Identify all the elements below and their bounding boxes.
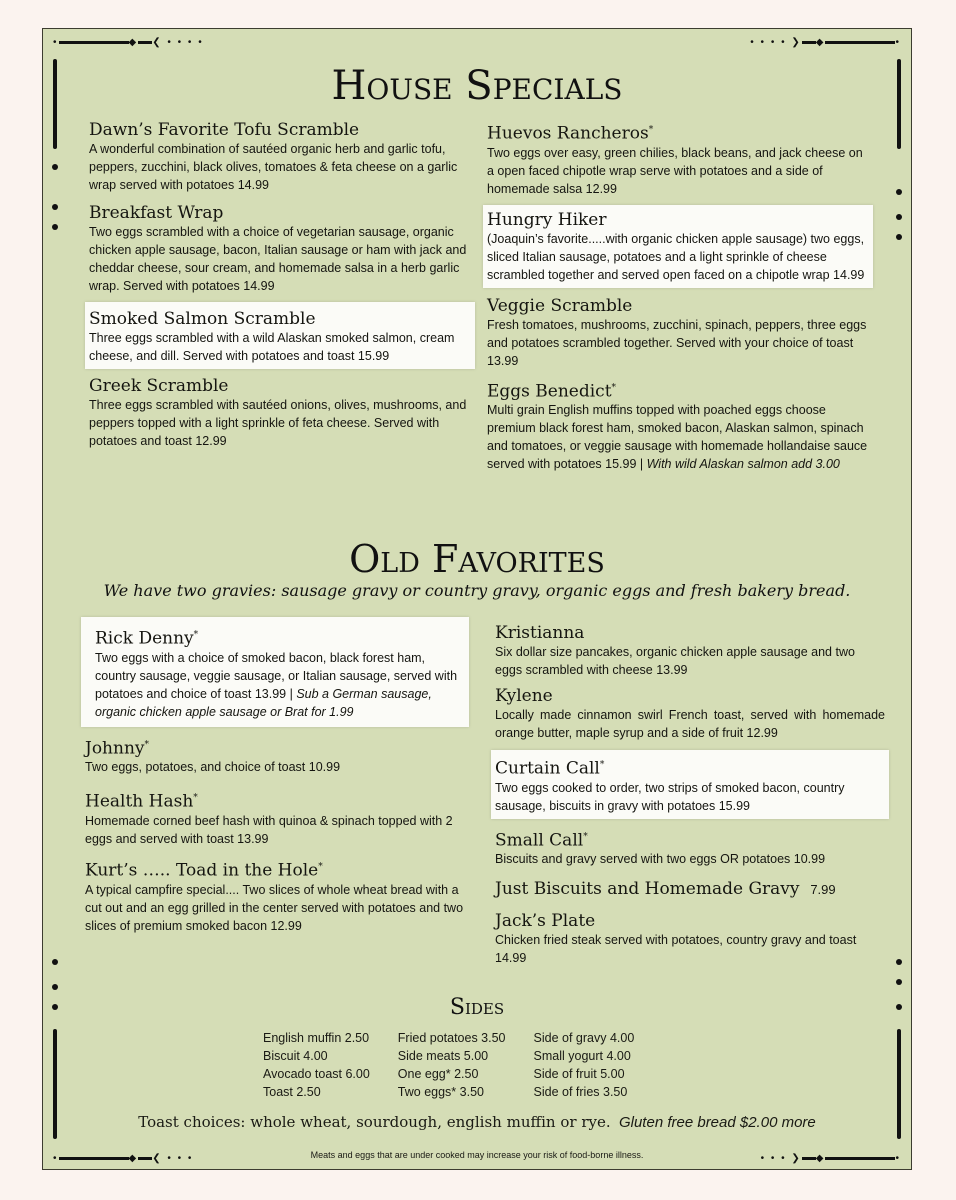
star-mark: * [144,739,149,750]
old-favorites-right-column [491,623,889,967]
menu-item [491,623,889,679]
sides-title: Sides [449,995,505,1020]
item-description: Two eggs with a choice of smoked bacon, black forest ham, country sausage, veggie sausage, or Italian sausage, served with potatoes and choice of toast 13.99 | [95,650,458,701]
star-mark: * [611,382,617,393]
item-name: Veggie Scramble [487,295,633,316]
item-name: Rick Denny [95,628,194,649]
item-description: Locally made cinnamon swirl French toast, served with homemade orange butter, maple syrup and a side of fruit 12.99 [495,708,885,740]
item-description: (Joaquin’s favorite.....with organic chicken apple sausage) two eggs, sliced Italian sausage, potatoes and a light sprinkle of cheese scrambled together and served open faced on a chipotle wrap 14.99 [487,231,865,282]
item-name: Eggs Benedict [487,381,612,402]
item-name: Huevos Rancheros [487,123,649,144]
toast-choices [43,1113,911,1131]
food-safety-note [43,1150,911,1160]
menu-page [42,28,912,1170]
right-border-dot [896,189,902,195]
side-item: English muffin 2.50 [263,1031,370,1045]
item-description: Two eggs scrambled with a choice of vegetarian sausage, organic chicken apple sausage, bacon, Italian sausage or ham with jack and cheddar cheese, sour cream, and homemade salsa in a herb garlic wrap. Served with potatoes 14.99 [89,225,467,293]
gluten-free-note: Gluten free bread $2.00 more [618,1114,816,1131]
item-description: Biscuits and gravy served with two eggs OR potatoes 10.99 [495,852,826,867]
item-description: Fresh tomatoes, mushrooms, zucchini, spinach, peppers, three eggs and potatoes scrambled together. Served with your choice of toast 13.99 [487,317,867,368]
menu-item [85,120,475,194]
item-description-note: Sub a German sausage, organic chicken apple sausage or Brat for 1.99 [95,686,432,719]
bottom-right-flourish: • • • ❯ ◆ • [760,1153,901,1164]
item-description: Six dollar size pancakes, organic chicken apple sausage and two eggs scrambled with cheese 13.99 [495,645,855,677]
sides-column [263,1029,370,1101]
item-description: Homemade corned beef hash with quinoa & spinach topped with 2 eggs and served with toast 13.99 [85,813,453,846]
left-border-dot [52,984,58,990]
item-description: Two eggs, potatoes, and choice of toast 10.99 [85,760,341,775]
menu-item [85,376,475,450]
sides-column [398,1029,506,1101]
item-name: Smoked Salmon Scramble [89,309,316,329]
left-border-dot [52,224,58,230]
house-specials-left-column [85,120,475,450]
item-name: Just Biscuits and Homemade Gravy [495,879,800,900]
item-name: Curtain Call [495,758,600,779]
side-item: Side of gravy 4.00 [533,1031,635,1045]
star-mark: * [648,125,654,135]
side-item: Side of fries 3.50 [533,1085,628,1099]
item-price: 7.99 [810,882,836,898]
item-description: Two eggs over easy, green chilies, black beans, and jack cheese on a open faced chipotle wrap serve with potatoes and a side of homemade salsa 12.99 [487,145,863,196]
menu-item-highlighted [483,205,873,288]
item-description-note: With wild Alaskan salmon add 3.00 [643,457,840,472]
item-description: Multi grain English muffins topped with poached eggs choose premium black forest ham, smoked bacon, Alaskan salmon, spinach and tomatoes, or veggie sausage with homemade hollandaise sauce served with potatoes 15.99 | [487,403,868,472]
left-border-dot [52,959,58,965]
menu-item-highlighted [81,617,469,727]
star-mark: * [583,831,588,842]
menu-item [483,296,873,370]
sides-column [534,1029,635,1101]
right-border-dot [896,234,902,240]
house-specials-right-column [483,120,873,473]
menu-item [81,788,469,848]
sides-list [263,1029,634,1101]
side-item: Two eggs* 3.50 [397,1085,484,1099]
item-description: Three eggs scrambled with a wild Alaskan smoked salmon, cream cheese, and dill. Served with potatoes and toast 15.99 [89,331,455,363]
side-item: Side of fruit 5.00 [533,1067,625,1081]
item-name: Health Hash [85,791,194,812]
item-name: Small Call [495,830,584,851]
left-border-dot [52,164,58,170]
right-border-dot [896,979,902,985]
item-name: Hungry Hiker [487,209,607,230]
menu-item [491,911,889,967]
menu-item-highlighted [491,750,889,819]
old-favorites-subtitle: We have two gravies: sausage gravy or country gravy, organic eggs and fresh bakery bread. [103,581,851,600]
side-item: Biscuit 4.00 [263,1049,328,1063]
footer-text: Meats and eggs that are under cooked may increase your risk of food-borne illness. [310,1150,644,1160]
menu-item [483,378,873,474]
menu-item [491,879,889,900]
item-description: Three eggs scrambled with sautéed onions, olives, mushrooms, and peppers topped with a light sprinkle of feta cheese. Served with potatoes and toast 12.99 [89,398,467,448]
item-name: Kylene [495,686,553,706]
menu-item [85,203,475,295]
item-name: Kurt’s ….. Toad in the Hole [85,860,319,881]
item-name: Breakfast Wrap [89,203,224,223]
bottom-left-flourish: • ◆ ❮ • • • [53,1153,194,1164]
top-left-flourish: • ◆ ❮ • • • • [53,37,204,48]
item-name: Johnny [85,738,145,759]
left-border-dot [52,204,58,210]
menu-item [483,120,873,198]
side-item: Side meats 5.00 [397,1049,489,1063]
item-name: Greek Scramble [89,376,229,396]
item-name: Kristianna [495,623,585,643]
menu-item [81,735,469,777]
menu-item [491,827,889,869]
menu-item [81,857,469,935]
house-specials-title: House Specials [331,63,623,109]
side-item: One egg* 2.50 [397,1067,479,1081]
menu-item [491,686,889,742]
toast-choices-text: Toast choices: whole wheat, sourdough, english muffin or rye. [138,1113,611,1131]
menu-item-highlighted [85,302,475,369]
side-item: Avocado toast 6.00 [263,1067,370,1081]
item-description: Two eggs cooked to order, two strips of smoked bacon, country sausage, biscuits in gravy with potatoes 15.99 [495,780,845,813]
item-description: A wonderful combination of sautéed organic herb and garlic tofu, peppers, zucchini, black olives, tomatoes & feta cheese on a garlic wrap served with potatoes 14.99 [89,142,458,192]
item-description: A typical campfire special.... Two slices of whole wheat bread with a cut out and an egg grilled in the center served with potatoes and two slices of premium smoked bacon 12.99 [85,882,464,933]
item-description: Chicken fried steak served with potatoes, country gravy and toast 14.99 [495,933,857,966]
top-right-flourish: • • • • ❯ ◆ • [750,37,901,48]
item-name: Dawn’s Favorite Tofu Scramble [89,120,360,140]
star-mark: * [193,793,198,804]
right-border-dot [896,959,902,965]
old-favorites-left-column [81,617,469,935]
right-border-dot [896,214,902,220]
side-item: Toast 2.50 [263,1085,321,1099]
side-item: Fried potatoes 3.50 [397,1031,506,1045]
old-favorites-title: Old Favorites [349,537,605,581]
side-item: Small yogurt 4.00 [533,1049,631,1063]
star-mark: * [193,630,199,640]
star-mark: * [318,861,323,872]
star-mark: * [599,760,605,770]
item-name: Jack’s Plate [495,911,596,932]
